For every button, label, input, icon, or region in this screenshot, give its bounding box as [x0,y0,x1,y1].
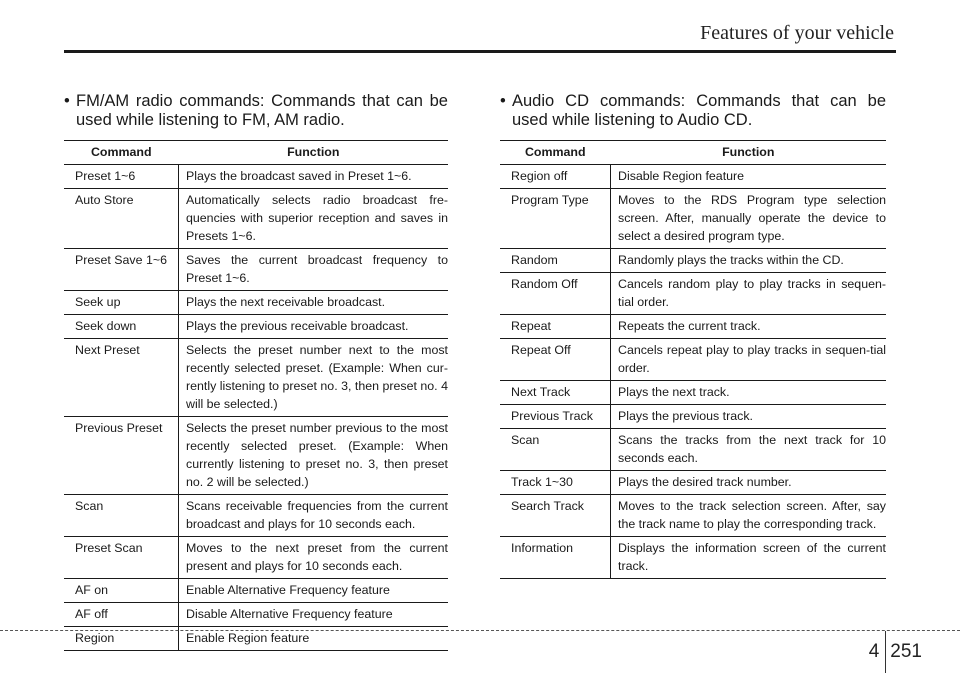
function-cell: Enable Region feature [179,627,449,651]
table-row [500,249,886,273]
table-row [500,273,886,315]
function-cell: Automatically selects radio broadcast fre-quencies with superior reception and saves in Presets 1~6. [179,189,449,249]
function-cell: Saves the current broadcast frequency to Preset 1~6. [179,249,449,291]
table-row [500,405,886,429]
table-row [500,537,886,579]
function-cell: Plays the previous track. [611,405,887,429]
function-cell: Plays the desired track number. [611,471,887,495]
function-cell: Plays the next track. [611,381,887,405]
table-row [500,189,886,249]
function-cell: Moves to the track selection screen. After, say the track name to play the corresponding track. [611,495,887,537]
table-row [64,417,448,495]
command-cell: Program Type [500,189,611,249]
radio-intro [64,92,448,130]
column-header-function: Function [611,141,887,165]
command-cell: Scan [500,429,611,471]
radio-commands-body [64,165,448,651]
command-cell: Seek up [64,291,179,315]
command-cell: Next Track [500,381,611,405]
cd-intro-text: Audio CD commands: Commands that can be used while listening to Audio CD. [512,92,886,129]
command-cell: Track 1~30 [500,471,611,495]
page-number-value: 251 [890,641,922,662]
command-cell: Previous Track [500,405,611,429]
command-cell: AF off [64,603,179,627]
radio-commands-table [64,140,448,651]
command-cell: Preset Scan [64,537,179,579]
cd-commands-body [500,165,886,579]
function-cell: Randomly plays the tracks within the CD. [611,249,887,273]
bullet-dot: • [500,92,506,110]
function-cell: Scans the tracks from the next track for 10 seconds each. [611,429,887,471]
cd-commands-table [500,140,886,579]
cd-commands-column [500,92,886,579]
table-row [64,339,448,417]
function-cell: Selects the preset number previous to the most recently selected preset. (Example: When currently listening to preset no. 3, then preset no. 2 will be selected.) [179,417,449,495]
command-cell: Scan [64,495,179,537]
chapter-number: 4 [868,641,880,662]
command-cell: Region off [500,165,611,189]
radio-intro-text: FM/AM radio commands: Commands that can be used while listening to FM, AM radio. [76,92,448,129]
command-cell: Repeat Off [500,339,611,381]
bullet-dot: • [64,92,70,110]
function-cell: Selects the preset number next to the most recently selected preset. (Example: When cur-rently listening to preset no. 3, then preset no. 4 will be selected.) [179,339,449,417]
page-number-separator [885,631,886,673]
command-cell: Seek down [64,315,179,339]
function-cell: Repeats the current track. [611,315,887,339]
command-cell: Preset Save 1~6 [64,249,179,291]
table-row [64,291,448,315]
function-cell: Disable Region feature [611,165,887,189]
radio-commands-column [64,92,448,651]
table-row [500,381,886,405]
column-header-function: Function [179,141,449,165]
command-cell: Search Track [500,495,611,537]
table-row [500,471,886,495]
table-header-row [64,141,448,165]
function-cell: Scans receivable frequencies from the current broadcast and plays for 10 seconds each. [179,495,449,537]
table-row [500,315,886,339]
table-header-row [500,141,886,165]
command-cell: Auto Store [64,189,179,249]
column-header-command: Command [64,141,179,165]
command-cell: Region [64,627,179,651]
table-row [64,315,448,339]
table-row [64,603,448,627]
section-title: Features of your vehicle [700,22,894,44]
function-cell: Cancels repeat play to play tracks in sequen-tial order. [611,339,887,381]
function-cell: Plays the broadcast saved in Preset 1~6. [179,165,449,189]
function-cell: Cancels random play to play tracks in sequen-tial order. [611,273,887,315]
command-cell: Information [500,537,611,579]
command-cell: Random [500,249,611,273]
command-cell: Preset 1~6 [64,165,179,189]
function-cell: Moves to the next preset from the current present and plays for 10 seconds each. [179,537,449,579]
table-row [500,429,886,471]
function-cell: Plays the previous receivable broadcast. [179,315,449,339]
function-cell: Displays the information screen of the current track. [611,537,887,579]
header-rule [64,50,896,53]
table-row [500,339,886,381]
table-row [64,579,448,603]
function-cell: Enable Alternative Frequency feature [179,579,449,603]
column-header-command: Command [500,141,611,165]
command-cell: AF on [64,579,179,603]
table-row [64,189,448,249]
command-cell: Previous Preset [64,417,179,495]
table-row [64,537,448,579]
footer-rule [0,630,960,631]
command-cell: Random Off [500,273,611,315]
page-number [869,631,922,673]
function-cell: Plays the next receivable broadcast. [179,291,449,315]
table-row [64,249,448,291]
function-cell: Moves to the RDS Program type selection screen. After, manually operate the device to select a desired program type. [611,189,887,249]
table-row [64,165,448,189]
cd-intro [500,92,886,130]
function-cell: Disable Alternative Frequency feature [179,603,449,627]
table-row [500,495,886,537]
command-cell: Repeat [500,315,611,339]
command-cell: Next Preset [64,339,179,417]
table-row [64,495,448,537]
table-row [500,165,886,189]
